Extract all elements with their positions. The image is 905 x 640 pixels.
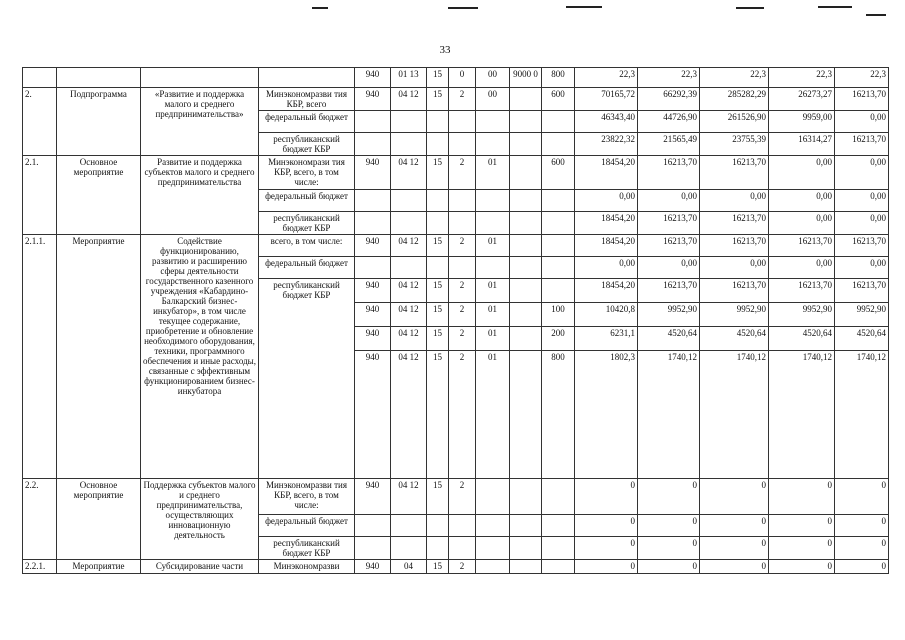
cell-cs4 xyxy=(510,303,542,327)
cell-grbs: 940 xyxy=(355,479,391,515)
cell-value: 1740,12 xyxy=(835,351,889,479)
cell-org: республиканский бюджет КБР xyxy=(259,279,355,479)
cell-value: 1802,3 xyxy=(575,351,638,479)
cell-rz: 04 12 xyxy=(391,303,427,327)
cell-vr xyxy=(542,279,575,303)
cell-value: 1740,12 xyxy=(769,351,835,479)
cell-org: Минэкономрази тия КБР, всего, в том числе: xyxy=(259,156,355,190)
cell-value: 0 xyxy=(835,560,889,574)
cell-value: 70165,72 xyxy=(575,88,638,111)
cell-value: 0 xyxy=(638,537,700,560)
cell-value: 16314,27 xyxy=(769,133,835,156)
cell-num xyxy=(23,68,57,88)
cell-cs4 xyxy=(510,235,542,257)
cell-value: 9959,00 xyxy=(769,111,835,133)
cell-org: республиканский бюджет КБР xyxy=(259,133,355,156)
cell-value: 18454,20 xyxy=(575,235,638,257)
cell-cs4 xyxy=(510,479,542,515)
cell-cs1: 15 xyxy=(427,88,449,111)
cell-type: Мероприятие xyxy=(57,235,141,479)
cell-value: 0 xyxy=(835,479,889,515)
cell-value: 9952,90 xyxy=(769,303,835,327)
cell-cs3 xyxy=(476,560,510,574)
cell-value: 16213,70 xyxy=(769,279,835,303)
cell-cs3: 01 xyxy=(476,279,510,303)
cell-cs2: 2 xyxy=(449,279,476,303)
cell-num: 2.2.1. xyxy=(23,560,57,574)
cell-org: всего, в том числе: xyxy=(259,235,355,257)
cell-value: 16213,70 xyxy=(700,212,769,235)
cell-value: 16213,70 xyxy=(638,279,700,303)
cell-name: Поддержка субъектов малого и среднего предпринимательства, осуществляющих инновационную деятельность xyxy=(141,479,259,560)
cell-cs4: 9000 0 xyxy=(510,68,542,88)
cell-cs2: 2 xyxy=(449,560,476,574)
cell-value: 0 xyxy=(835,515,889,537)
cell-value: 23755,39 xyxy=(700,133,769,156)
cell-value: 16213,70 xyxy=(835,279,889,303)
cell-value: 6231,1 xyxy=(575,327,638,351)
cell-value: 0 xyxy=(700,515,769,537)
cell-cs3: 01 xyxy=(476,351,510,479)
cell-cs4 xyxy=(510,88,542,111)
cell-value: 0 xyxy=(700,537,769,560)
cell-value: 16213,70 xyxy=(638,212,700,235)
cell-rz: 04 12 xyxy=(391,351,427,479)
cell-value: 0 xyxy=(575,537,638,560)
cell-cs2: 2 xyxy=(449,479,476,515)
cell-grbs: 940 xyxy=(355,235,391,257)
cell-value: 0 xyxy=(769,560,835,574)
cell-value: 0 xyxy=(769,515,835,537)
cell-type: Мероприятие xyxy=(57,560,141,574)
cell-cs2: 2 xyxy=(449,156,476,190)
cell-cs1: 15 xyxy=(427,479,449,515)
cell-value: 0 xyxy=(575,515,638,537)
cell-value: 0,00 xyxy=(575,190,638,212)
cell-value: 9952,90 xyxy=(700,303,769,327)
cell-org: республиканский бюджет КБР xyxy=(259,212,355,235)
cell-value: 4520,64 xyxy=(700,327,769,351)
cell-name: Развитие и поддержка субъектов малого и среднего предпринимательства xyxy=(141,156,259,235)
cell-value: 22,3 xyxy=(575,68,638,88)
cell-value: 0,00 xyxy=(835,190,889,212)
cell-vr: 600 xyxy=(542,88,575,111)
cell-cs3: 01 xyxy=(476,327,510,351)
cell-rz: 04 12 xyxy=(391,479,427,515)
cell-grbs: 940 xyxy=(355,88,391,111)
cell-value: 0,00 xyxy=(835,257,889,279)
table-row xyxy=(23,156,889,190)
page-number: 33 xyxy=(439,44,451,56)
cell-value: 16213,70 xyxy=(835,235,889,257)
cell-org: Минэкономразви тия КБР, всего xyxy=(259,88,355,111)
cell-cs3: 01 xyxy=(476,303,510,327)
table-row xyxy=(23,235,889,257)
cell-type: Основное мероприятие xyxy=(57,479,141,560)
cell-value: 16213,70 xyxy=(638,235,700,257)
cell-cs1: 15 xyxy=(427,235,449,257)
cell-rz: 04 12 xyxy=(391,88,427,111)
cell-grbs: 940 xyxy=(355,303,391,327)
cell-type: Подпрограмма xyxy=(57,88,141,156)
cell-value: 0,00 xyxy=(769,212,835,235)
cell-cs4 xyxy=(510,560,542,574)
budget-table xyxy=(22,67,889,574)
cell-value: 0 xyxy=(575,479,638,515)
cell-value: 0,00 xyxy=(638,190,700,212)
cell-org: республиканский бюджет КБР xyxy=(259,537,355,560)
cell-rz: 04 12 xyxy=(391,235,427,257)
cell-value: 0,00 xyxy=(575,257,638,279)
cell-value: 0,00 xyxy=(769,257,835,279)
cell-grbs: 940 xyxy=(355,279,391,303)
cell-cs1: 15 xyxy=(427,156,449,190)
table-row xyxy=(23,68,889,88)
cell-value: 9952,90 xyxy=(835,303,889,327)
cell-num: 2. xyxy=(23,88,57,156)
cell-value: 21565,49 xyxy=(638,133,700,156)
cell-grbs: 940 xyxy=(355,68,391,88)
cell-cs1: 15 xyxy=(427,327,449,351)
cell-cs2: 2 xyxy=(449,235,476,257)
cell-vr xyxy=(542,560,575,574)
cell-org: Минэкономразви тия КБР, всего, в том числе: xyxy=(259,479,355,515)
cell-cs1: 15 xyxy=(427,560,449,574)
cell-value: 16213,70 xyxy=(638,156,700,190)
cell-value: 16213,70 xyxy=(700,156,769,190)
cell-value: 46343,40 xyxy=(575,111,638,133)
cell-cs2: 2 xyxy=(449,303,476,327)
cell-cs4 xyxy=(510,156,542,190)
cell-value: 0 xyxy=(769,479,835,515)
cell-org: федеральный бюджет xyxy=(259,257,355,279)
cell-value: 0,00 xyxy=(769,156,835,190)
cell-value: 0,00 xyxy=(835,111,889,133)
cell-value: 26273,27 xyxy=(769,88,835,111)
cell-value: 285282,29 xyxy=(700,88,769,111)
cell-cs3 xyxy=(476,479,510,515)
cell-grbs: 940 xyxy=(355,560,391,574)
cell-vr: 800 xyxy=(542,351,575,479)
cell-cs4 xyxy=(510,279,542,303)
cell-rz: 04 xyxy=(391,560,427,574)
cell-cs2: 2 xyxy=(449,88,476,111)
cell-rz: 04 12 xyxy=(391,327,427,351)
cell-value: 23822,32 xyxy=(575,133,638,156)
cell-rz: 01 13 xyxy=(391,68,427,88)
cell-value: 0,00 xyxy=(638,257,700,279)
cell-cs1: 15 xyxy=(427,351,449,479)
cell-value: 18454,20 xyxy=(575,279,638,303)
cell-value: 0 xyxy=(700,479,769,515)
cell-value: 10420,8 xyxy=(575,303,638,327)
cell-value: 22,3 xyxy=(769,68,835,88)
cell-value: 0 xyxy=(700,560,769,574)
cell-value: 9952,90 xyxy=(638,303,700,327)
cell-value: 4520,64 xyxy=(638,327,700,351)
cell-value: 1740,12 xyxy=(700,351,769,479)
cell-cs1: 15 xyxy=(427,303,449,327)
cell-vr: 100 xyxy=(542,303,575,327)
scan-artifacts xyxy=(0,0,905,20)
cell-vr xyxy=(542,479,575,515)
cell-num: 2.1.1. xyxy=(23,235,57,479)
cell-grbs: 940 xyxy=(355,327,391,351)
table-row xyxy=(23,88,889,111)
cell-value: 0 xyxy=(638,479,700,515)
cell-value: 0 xyxy=(769,537,835,560)
cell-org: федеральный бюджет xyxy=(259,515,355,537)
cell-org: Минэкономразви xyxy=(259,560,355,574)
cell-vr: 800 xyxy=(542,68,575,88)
cell-value: 0 xyxy=(638,515,700,537)
cell-cs2: 2 xyxy=(449,327,476,351)
cell-value: 16213,70 xyxy=(700,235,769,257)
cell-vr: 200 xyxy=(542,327,575,351)
cell-cs3: 01 xyxy=(476,235,510,257)
cell-org: федеральный бюджет xyxy=(259,190,355,212)
table-row xyxy=(23,560,889,574)
cell-cs3: 00 xyxy=(476,88,510,111)
cell-cs2: 2 xyxy=(449,351,476,479)
cell-value: 16213,70 xyxy=(835,133,889,156)
cell-value: 22,3 xyxy=(700,68,769,88)
cell-cs4 xyxy=(510,351,542,479)
cell-value: 0,00 xyxy=(700,190,769,212)
cell-value: 44726,90 xyxy=(638,111,700,133)
cell-vr xyxy=(542,235,575,257)
cell-org: федеральный бюджет xyxy=(259,111,355,133)
cell-cs4 xyxy=(510,327,542,351)
cell-name xyxy=(141,68,259,88)
cell-cs3: 00 xyxy=(476,68,510,88)
cell-value: 0,00 xyxy=(700,257,769,279)
cell-type xyxy=(57,68,141,88)
cell-value: 22,3 xyxy=(835,68,889,88)
cell-cs1: 15 xyxy=(427,68,449,88)
cell-cs1: 15 xyxy=(427,279,449,303)
cell-cs2: 0 xyxy=(449,68,476,88)
cell-grbs: 940 xyxy=(355,156,391,190)
cell-value: 0 xyxy=(835,537,889,560)
cell-value: 0,00 xyxy=(835,156,889,190)
cell-value: 22,3 xyxy=(638,68,700,88)
cell-rz: 04 12 xyxy=(391,156,427,190)
cell-name: «Развитие и поддержка малого и среднего предпринимательства» xyxy=(141,88,259,156)
cell-value: 16213,70 xyxy=(700,279,769,303)
cell-rz: 04 12 xyxy=(391,279,427,303)
cell-value: 18454,20 xyxy=(575,212,638,235)
cell-value: 66292,39 xyxy=(638,88,700,111)
cell-type: Основное мероприятие xyxy=(57,156,141,235)
cell-name: Субсидирование части xyxy=(141,560,259,574)
cell-cs3: 01 xyxy=(476,156,510,190)
cell-vr: 600 xyxy=(542,156,575,190)
cell-value: 16213,70 xyxy=(835,88,889,111)
cell-num: 2.2. xyxy=(23,479,57,560)
table-row xyxy=(23,479,889,515)
cell-value: 0,00 xyxy=(769,190,835,212)
cell-num: 2.1. xyxy=(23,156,57,235)
cell-value: 261526,90 xyxy=(700,111,769,133)
cell-value: 0 xyxy=(638,560,700,574)
cell-grbs: 940 xyxy=(355,351,391,479)
cell-value: 18454,20 xyxy=(575,156,638,190)
cell-name: Содействие функционированию, развитию и расширению сферы деятельности государственного казенного учреждения «Кабардино-Балкарский бизнес-инкубатор», в том числе текущее содержание, приобретение и обновление необходимого оборудования, техники, программного обеспечения и иные расходы, связанные с эффективным функционированием бизнес-инкубатора xyxy=(141,235,259,479)
cell-org xyxy=(259,68,355,88)
cell-value: 4520,64 xyxy=(769,327,835,351)
cell-value: 16213,70 xyxy=(769,235,835,257)
cell-value: 4520,64 xyxy=(835,327,889,351)
cell-value: 1740,12 xyxy=(638,351,700,479)
cell-value: 0,00 xyxy=(835,212,889,235)
cell-value: 0 xyxy=(575,560,638,574)
